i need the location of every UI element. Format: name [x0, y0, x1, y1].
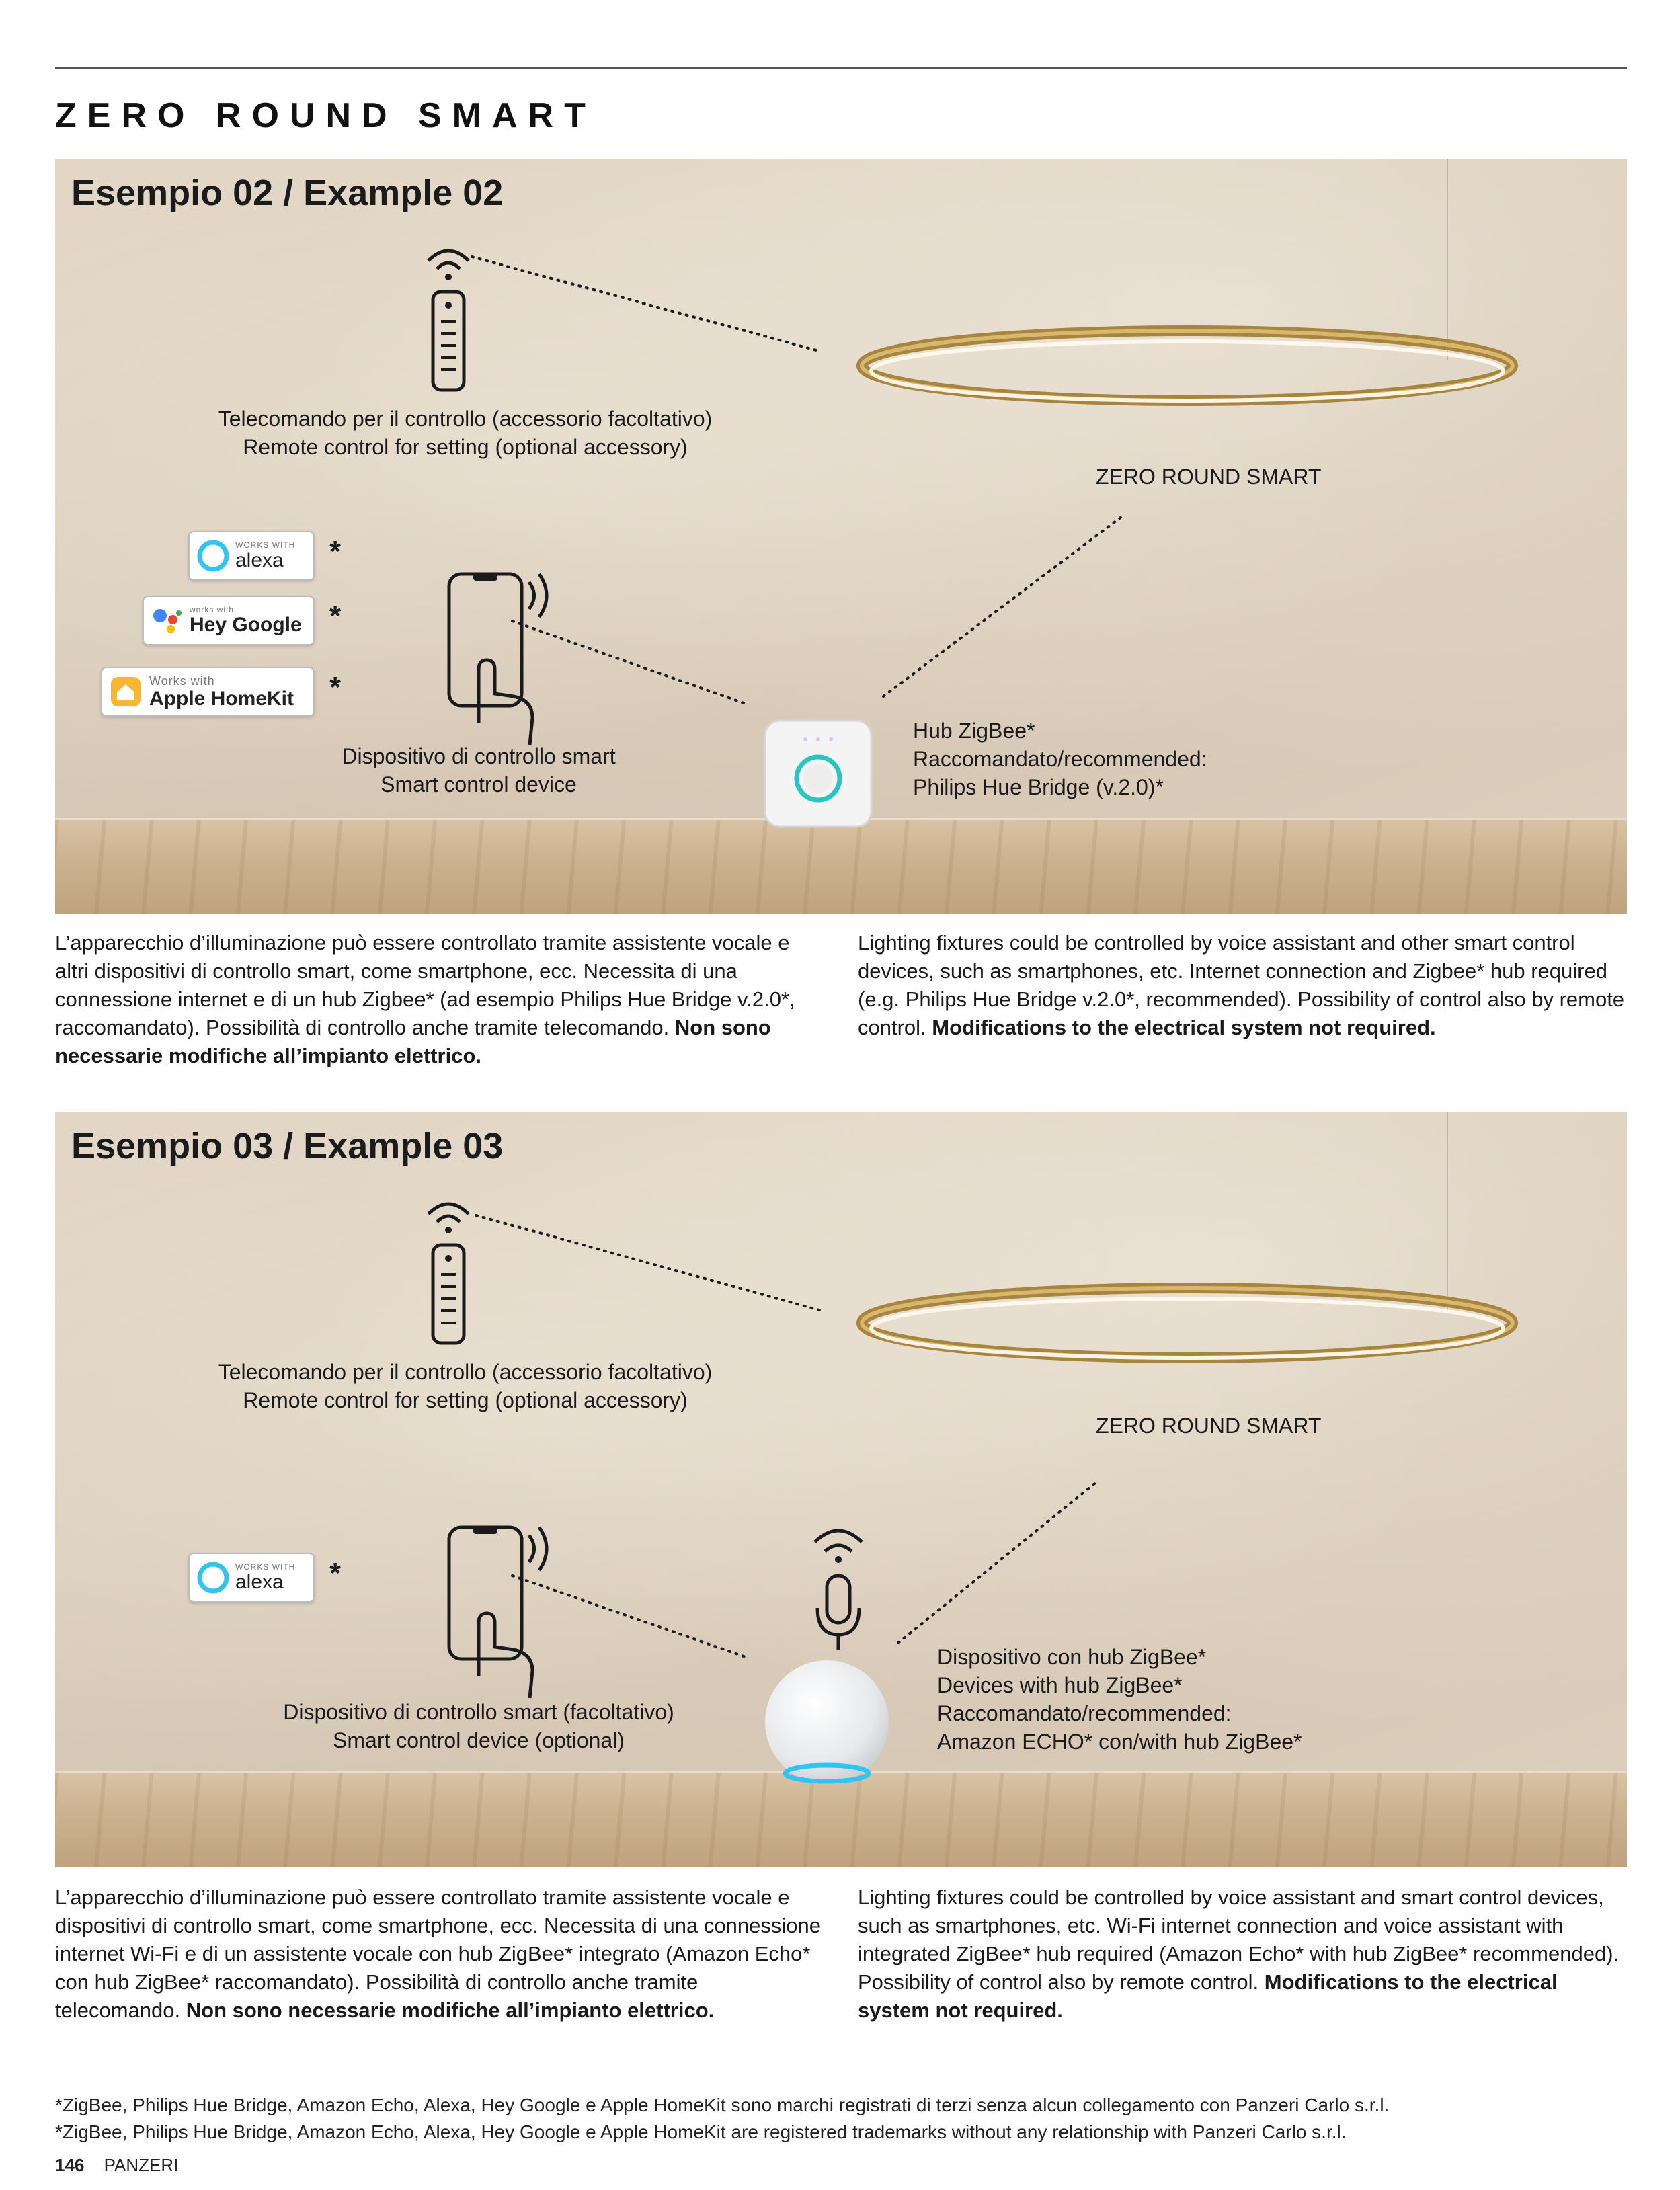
asterisk: *: [329, 535, 342, 568]
remote-label-en: Remote control for setting (optional accessory): [243, 435, 688, 459]
zero-round-ring: [862, 327, 1534, 461]
example-03-text-it: L’apparecchio d’illuminazione può essere controllato tramite assistente vocale e dispositivi di controllo smart, come smartphone, ecc. Necessita di una connessione internet Wi-Fi e di un assistente vocale con hub ZigBee* integrato (Amazon Echo* con hub ZigBee* raccomandato). Possibilità di controllo anche tramite telecomando. Non sono necessarie modifiche all’impianto elettrico.: [55, 1885, 821, 2022]
device-label: [190, 1698, 768, 1754]
example-02-text-it: L’apparecchio d’illuminazione può essere controllato tramite assistente vocale e altri dispositivi di controllo smart, come smartphone, ecc. Necessita di una connessione internet e di un hub Zigbee* (ad esempio Philips Hue Bridge v.2.0*, raccomandato). Possibilità di controllo anche tramite telecomando. Non sono necessarie modifiche all’impianto elettrico.: [55, 931, 795, 1067]
device-label: [257, 742, 701, 799]
example-02-title: Esempio 02 / Example 02: [71, 173, 504, 213]
hub-label: Hub ZigBee* Raccomandato/recommended: Philips Hue Bridge (v.2.0)*: [913, 719, 1207, 799]
asterisk: *: [329, 671, 342, 704]
top-rule: [55, 67, 1627, 69]
brand-name: PANZERI: [104, 2155, 179, 2175]
remote-label-it: Telecomando per il controllo (accessorio facoltativo): [218, 1360, 713, 1384]
smartphone-hand-icon: [391, 562, 566, 750]
zero-round-ring: [862, 1284, 1534, 1418]
alexa-icon: [196, 539, 230, 573]
device-label-it: Dispositivo di controllo smart (facoltativo): [283, 1700, 674, 1724]
alexa-badge: WORKS WITH alexa: [188, 1553, 315, 1603]
microphone-icon: [795, 1515, 882, 1656]
page-number: 146: [55, 2155, 85, 2175]
example-02-text-en: Lighting fixtures could be controlled by voice assistant and other smart control devices, such as smartphones, etc. Internet connection and Zigbee* hub required (e.g. Philips Hue Bridge v.2.0*, recommended). Possibility of control also by remote control. Modifications to the electrical system not required.: [858, 931, 1625, 1039]
hey-google-badge: works with Hey Google: [143, 596, 315, 645]
footnote-it: *ZigBee, Philips Hue Bridge, Amazon Echo, Alexa, Hey Google e Apple HomeKit sono marchi registrati di terzi senza alcun collegamento con Panzeri Carlo s.r.l.: [55, 2095, 1390, 2115]
homekit-icon: [109, 675, 143, 708]
alexa-badge: WORKS WITH alexa: [188, 531, 315, 581]
alexa-icon: [196, 1561, 230, 1594]
remote-label: [149, 1358, 781, 1414]
footnote: [55, 2092, 1627, 2146]
remote-label: [149, 405, 781, 461]
amazon-echo-icon: [760, 1655, 894, 1796]
fixture-label: ZERO ROUND SMART: [1096, 464, 1322, 489]
page-folio: [55, 2155, 178, 2176]
asterisk: *: [329, 1557, 342, 1590]
remote-label-en: Remote control for setting (optional accessory): [243, 1388, 688, 1412]
example-03-title: Esempio 03 / Example 03: [71, 1126, 504, 1166]
hue-bridge-icon: [761, 717, 882, 838]
device-label-en: Smart control device (optional): [333, 1728, 625, 1752]
example-03-text-en: Lighting fixtures could be controlled by voice assistant and smart control devices, such as smartphones, etc. Wi-Fi internet connection and voice assistant with integrated ZigBee* hub required (Amazon Echo* with hub ZigBee* recommended). Possibility of control also by remote control. Modifications to the electrical system not required.: [858, 1885, 1619, 2022]
device-label-en: Smart control device: [381, 772, 577, 797]
fixture-label: ZERO ROUND SMART: [1096, 1414, 1322, 1438]
example-02-panel: [55, 159, 1627, 914]
example-03-panel: [55, 1112, 1627, 1867]
asterisk: *: [329, 600, 342, 633]
remote-label-it: Telecomando per il controllo (accessorio facoltativo): [218, 407, 713, 431]
google-assistant-icon: [149, 604, 186, 637]
apple-homekit-badge: Works with Apple HomeKit: [101, 667, 315, 717]
footnote-en: *ZigBee, Philips Hue Bridge, Amazon Echo, Alexa, Hey Google e Apple HomeKit are registered trademarks without any relationship with Panzeri Carlo s.r.l.: [55, 2121, 1347, 2142]
device-label-it: Dispositivo di controllo smart: [342, 744, 616, 768]
page-title: ZERO ROUND SMART: [55, 96, 596, 135]
smartphone-hand-icon: [391, 1515, 566, 1703]
hub-label: Dispositivo con hub ZigBee* Devices with hub ZigBee* Raccomandato/recommended: Amazon ECHO* con/with hub ZigBee*: [937, 1645, 1302, 1754]
